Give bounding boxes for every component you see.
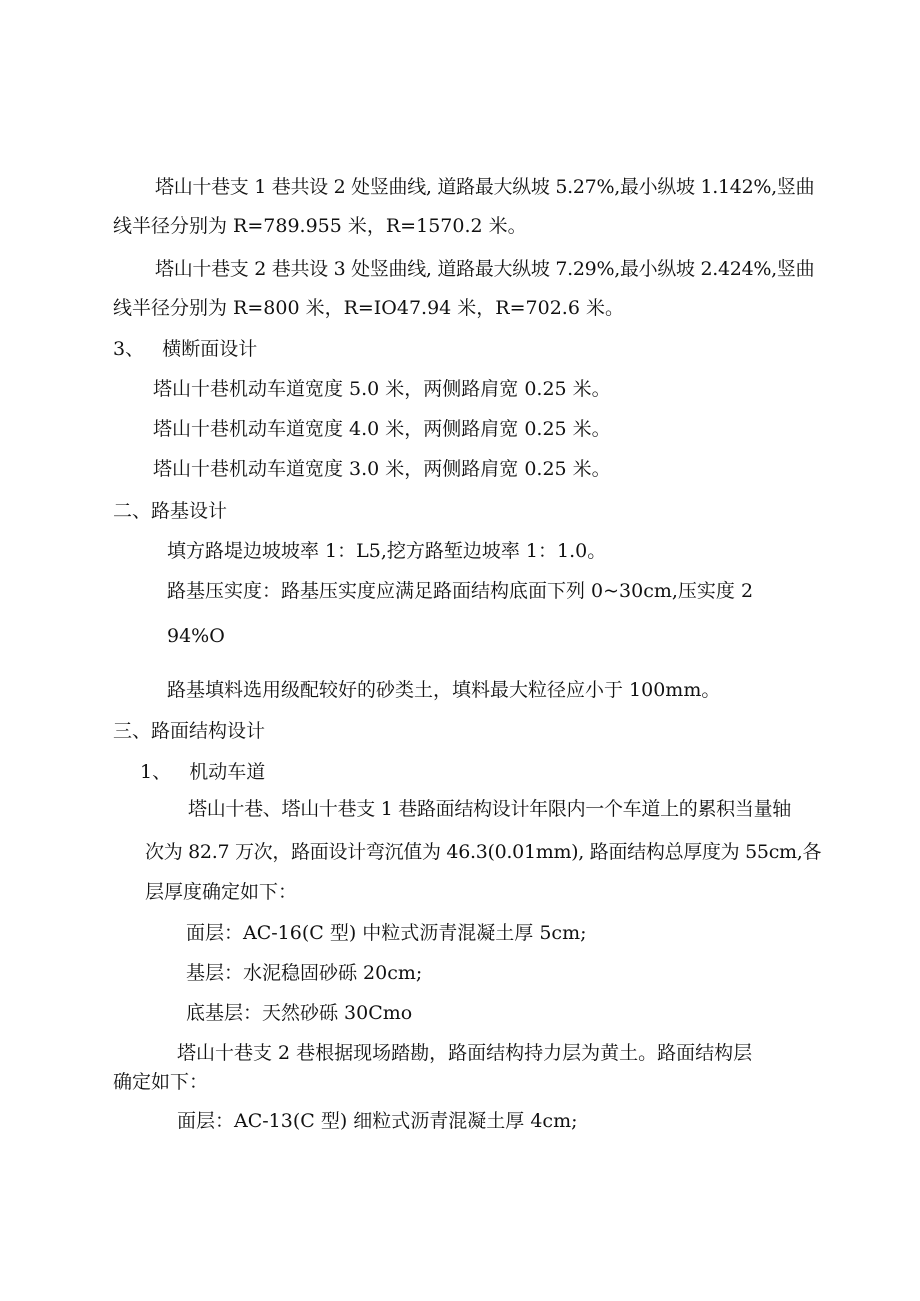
- pavement-layer-surface: 面层：AC-16(C 型) 中粒式沥青混凝土厚 5cm;: [186, 922, 587, 944]
- cross-section-line-2: 塔山十巷机动车道宽度 4.0 米，两侧路肩宽 0.25 米。: [153, 418, 611, 440]
- cross-section-heading: 3、 横断面设计: [113, 338, 258, 360]
- profile-para2-line2: 线半径分别为 R=800 米，R=IO47.94 米，R=702.6 米。: [113, 297, 624, 319]
- pavement-layer-base: 基层：水泥稳固砂砾 20cm;: [186, 962, 423, 984]
- pavement-para2-line1: 塔山十巷支 2 巷根据现场踏勘，路面结构持力层为黄土。路面结构层: [177, 1042, 753, 1064]
- subgrade-fill: 路基填料选用级配较好的砂类土，填料最大粒径应小于 100mm。: [167, 679, 721, 701]
- subgrade-heading: 二、路基设计: [113, 500, 228, 522]
- pavement-layer-subbase: 底基层：天然砂砾 30Cmo: [186, 1002, 413, 1024]
- cross-section-line-1: 塔山十巷机动车道宽度 5.0 米，两侧路肩宽 0.25 米。: [153, 378, 611, 400]
- profile-para1-line1: 塔山十巷支 1 巷共设 2 处竖曲线, 道路最大纵坡 5.27%,最小纵坡 1.142%,竖曲: [155, 176, 815, 198]
- subgrade-compaction-line2: 94%O: [167, 625, 225, 647]
- pavement-para2-line2: 确定如下：: [113, 1071, 209, 1093]
- profile-para1-line2: 线半径分别为 R=789.955 米，R=1570.2 米。: [113, 215, 527, 237]
- pavement-para-line3: 层厚度确定如下：: [145, 881, 298, 903]
- subgrade-compaction-line1: 路基压实度：路基压实度应满足路面结构底面下列 0~30cm,压实度 2: [167, 580, 754, 602]
- pavement-layer2-surface: 面层：AC-13(C 型) 细粒式沥青混凝土厚 4cm;: [177, 1110, 578, 1132]
- profile-para2-line1: 塔山十巷支 2 巷共设 3 处竖曲线, 道路最大纵坡 7.29%,最小纵坡 2.424%,竖曲: [155, 258, 815, 280]
- pavement-sub-heading: 1、 机动车道: [140, 761, 266, 783]
- subgrade-slope: 填方路堤边坡坡率 1：L5,挖方路堑边坡率 1：1.0。: [167, 540, 607, 562]
- pavement-heading: 三、路面结构设计: [113, 720, 266, 742]
- cross-section-line-3: 塔山十巷机动车道宽度 3.0 米，两侧路肩宽 0.25 米。: [153, 458, 611, 480]
- pavement-para-line1: 塔山十巷、塔山十巷支 1 巷路面结构设计年限内一个车道上的累积当量轴: [188, 798, 791, 820]
- pavement-para-line2: 次为 82.7 万次，路面设计弯沉值为 46.3(0.01mm), 路面结构总厚度为 55cm,各: [145, 841, 822, 863]
